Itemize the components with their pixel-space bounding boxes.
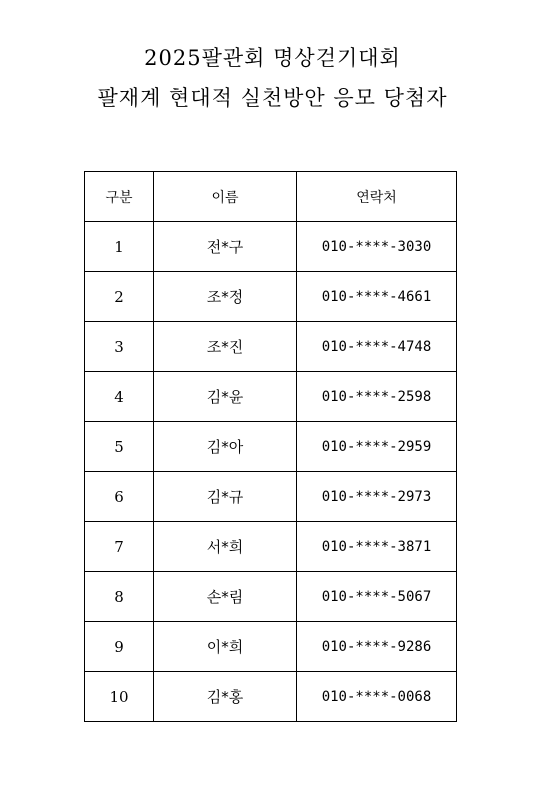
- row-number: 2: [85, 272, 154, 322]
- row-name: 김*아: [154, 422, 297, 472]
- table-row: [85, 272, 457, 322]
- title-line-1: 2025팔관회 명상걷기대회: [144, 46, 401, 70]
- row-name: 전*구: [154, 222, 297, 272]
- row-phone: 010-****-2973: [297, 472, 457, 522]
- row-name: 이*희: [154, 622, 297, 672]
- row-number: 10: [85, 672, 154, 722]
- title-line-2: 팔재계 현대적 실천방안 응모 당첨자: [97, 86, 448, 110]
- row-name: 김*윤: [154, 372, 297, 422]
- row-name: 손*림: [154, 572, 297, 622]
- table-row: [85, 372, 457, 422]
- table-row: [85, 672, 457, 722]
- row-phone: 010-****-9286: [297, 622, 457, 672]
- row-phone: 010-****-3871: [297, 522, 457, 572]
- row-phone: 010-****-4661: [297, 272, 457, 322]
- row-name: 서*희: [154, 522, 297, 572]
- table-row: [85, 222, 457, 272]
- row-number: 5: [85, 422, 154, 472]
- row-phone: 010-****-2598: [297, 372, 457, 422]
- row-number: 8: [85, 572, 154, 622]
- row-name: 조*정: [154, 272, 297, 322]
- table-row: [85, 622, 457, 672]
- table-row: [85, 522, 457, 572]
- row-number: 3: [85, 322, 154, 372]
- table-header-row: [85, 172, 457, 222]
- header-number: 구분: [85, 172, 154, 222]
- table-row: [85, 472, 457, 522]
- row-name: 김*규: [154, 472, 297, 522]
- document-title: [0, 38, 545, 118]
- header-name: 이름: [154, 172, 297, 222]
- row-phone: 010-****-2959: [297, 422, 457, 472]
- row-number: 7: [85, 522, 154, 572]
- row-number: 6: [85, 472, 154, 522]
- table-row: [85, 572, 457, 622]
- header-phone: 연락처: [297, 172, 457, 222]
- row-phone: 010-****-0068: [297, 672, 457, 722]
- row-name: 조*진: [154, 322, 297, 372]
- row-name: 김*홍: [154, 672, 297, 722]
- row-number: 4: [85, 372, 154, 422]
- row-phone: 010-****-4748: [297, 322, 457, 372]
- table-row: [85, 422, 457, 472]
- winners-table: [84, 171, 457, 722]
- row-number: 9: [85, 622, 154, 672]
- row-phone: 010-****-3030: [297, 222, 457, 272]
- row-phone: 010-****-5067: [297, 572, 457, 622]
- table-row: [85, 322, 457, 372]
- row-number: 1: [85, 222, 154, 272]
